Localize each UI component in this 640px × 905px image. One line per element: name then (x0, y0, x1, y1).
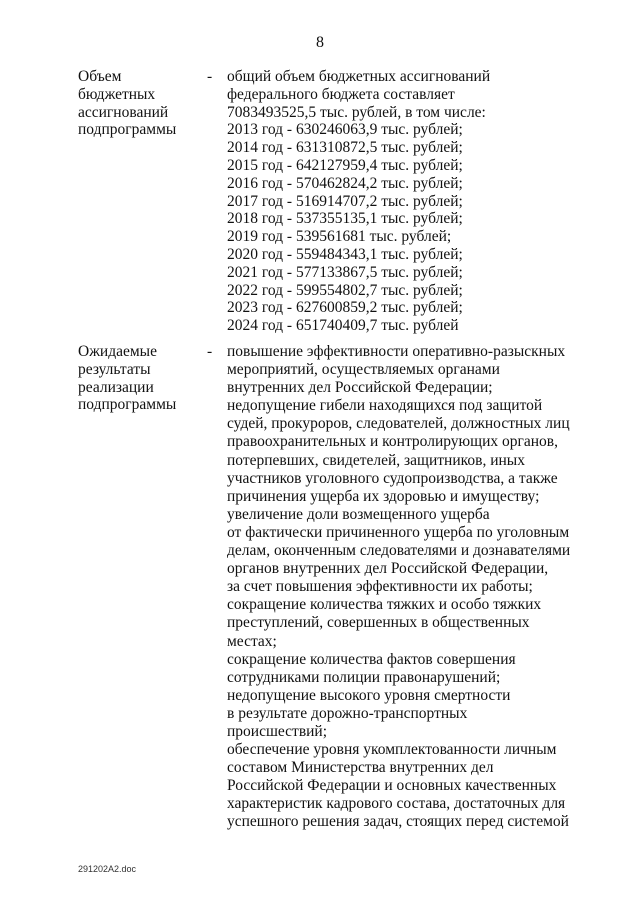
results-text-line: недопущение гибели находящихся под защитой (227, 397, 543, 415)
results-text-line: потерпевших, свидетелей, защитников, иных (227, 451, 525, 469)
results-text-line: внутренних дел Российской Федерации; (227, 379, 493, 397)
results-text-line: органов внутренних дел Российской Федерации, (227, 560, 549, 578)
results-text-line: увеличение доли возмещенного ущерба (227, 505, 490, 523)
results-text-line: участников уголовного судопроизводства, а также (227, 469, 558, 487)
results-dash: - (207, 343, 213, 360)
results-text-line: правоохранительных и контролирующих органов, (227, 433, 558, 451)
results-label-line: Ожидаемые (78, 343, 157, 360)
results-text-line: сокращение количества тяжких и особо тяжких (227, 596, 542, 614)
results-text-line: успешного решения задач, стоящих перед системой (227, 813, 569, 831)
budget-year-line: 2022 год - 599554802,7 тыс. рублей; (227, 281, 463, 299)
results-text-line: от фактически причиненного ущерба по уголовным (227, 523, 570, 541)
budget-year-line: 2020 год - 559484343,1 тыс. рублей; (227, 245, 463, 263)
budget-year-line: 2014 год - 631310872,5 тыс. рублей; (227, 139, 463, 157)
budget-text (227, 68, 597, 335)
results-text (227, 343, 597, 832)
budget-text-line: общий объем бюджетных ассигнований (227, 68, 491, 85)
results-text-line: преступлений, совершенных в общественных (227, 614, 530, 632)
budget-label-line: бюджетных (78, 85, 156, 103)
page-number: 8 (316, 34, 324, 51)
budget-text-line: федерального бюджета составляет (227, 85, 455, 103)
results-label-line: подпрограммы (78, 396, 177, 414)
budget-text-line: 7083493525,5 тыс. рублей, в том числе: (227, 103, 486, 121)
results-text-line: Российской Федерации и основных качественных (227, 777, 557, 795)
budget-year-line: 2024 год - 651740409,7 тыс. рублей (227, 317, 459, 335)
results-text-line: причинения ущерба их здоровью и имуществу; (227, 487, 540, 505)
budget-label-line: Объем (78, 68, 122, 85)
budget-label-line: подпрограммы (78, 121, 177, 139)
results-label-line: реализации (78, 378, 154, 396)
budget-year-line: 2016 год - 570462824,2 тыс. рублей; (227, 174, 463, 192)
results-text-line: в результате дорожно-транспортных (227, 704, 468, 722)
budget-year-line: 2021 год - 577133867,5 тыс. рублей; (227, 263, 463, 281)
results-text-line: недопущение высокого уровня смертности (227, 686, 511, 704)
results-text-line: за счет повышения эффективности их работы; (227, 578, 533, 596)
budget-year-line: 2015 год - 642127959,4 тыс. рублей; (227, 156, 463, 174)
budget-year-line: 2023 год - 627600859,2 тыс. рублей; (227, 299, 463, 317)
results-label-line: результаты (78, 360, 151, 378)
results-text-line: обеспечение уровня укомплектованности личным (227, 741, 557, 759)
results-text-line: сокращение количества фактов совершения (227, 650, 516, 668)
budget-year-line: 2017 год - 516914707,2 тыс. рублей; (227, 192, 463, 210)
budget-dash: - (207, 68, 213, 85)
budget-year-line: 2019 год - 539561681 тыс. рублей; (227, 228, 452, 246)
results-text-line: составом Министерства внутренних дел (227, 759, 494, 777)
document-filename: 291202A2.doc (78, 864, 137, 874)
results-text-line: сотрудниками полиции правонарушений; (227, 668, 501, 686)
results-text-line: происшествий; (227, 722, 328, 740)
results-label (78, 343, 198, 414)
budget-label-line: ассигнований (78, 103, 169, 121)
results-text-line: судей, прокуроров, следователей, должностных лиц (227, 415, 570, 433)
results-text-line: мероприятий, осуществляемых органами (227, 361, 500, 379)
results-text-line: делам, оконченным следователями и дознавателями (227, 542, 571, 560)
budget-year-line: 2018 год - 537355135,1 тыс. рублей; (227, 210, 463, 228)
budget-year-line: 2013 год - 630246063,9 тыс. рублей; (227, 121, 463, 139)
budget-label (78, 68, 198, 139)
results-text-line: повышение эффективности оперативно-разыскных (227, 343, 566, 360)
results-text-line: характеристик кадрового состава, достаточных для (227, 795, 566, 813)
results-text-line: местах; (227, 632, 277, 650)
